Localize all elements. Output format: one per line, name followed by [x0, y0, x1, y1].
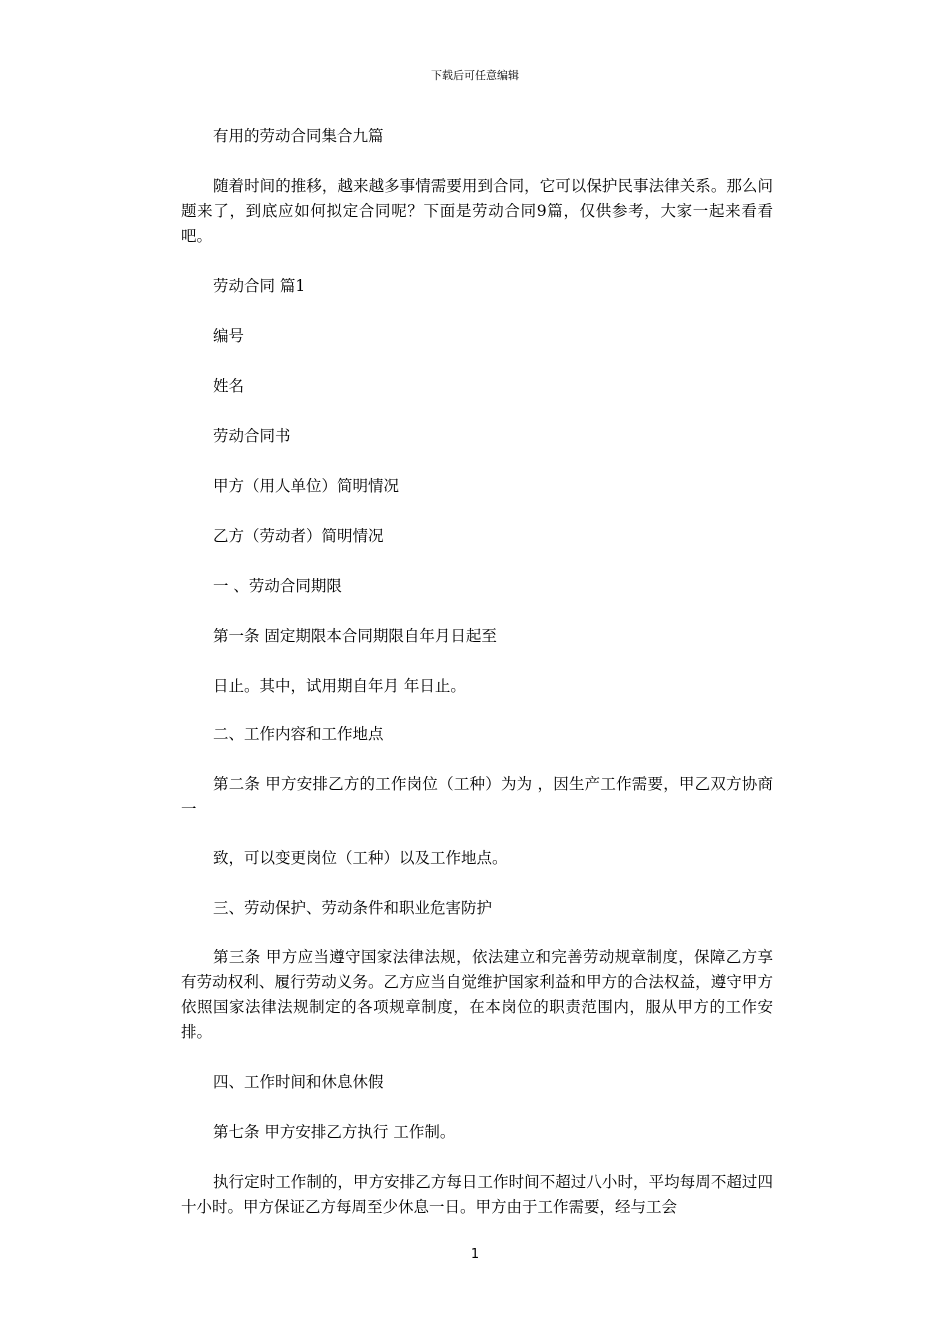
- article-1-continued: 日止。其中，试用期自年月 年日止。: [213, 677, 466, 695]
- page-header: 下载后可任意编辑: [431, 69, 519, 82]
- heading-work-content: 二、工作内容和工作地点: [213, 725, 384, 743]
- article-3: 第三条 甲方应当遵守国家法律法规，依法建立和完善劳动规章制度，保障乙方享有劳动权利、履行劳动义务。乙方应当自觉维护国家利益和甲方的合法权益，遵守甲方依照国家法律法规制定的各项规章制度，在本岗位的职责范围内，服从甲方的工作安排。: [181, 948, 773, 1041]
- page-number: 1: [470, 1247, 480, 1262]
- article-1: 第一条 固定期限本合同期限自年月日起至: [213, 627, 497, 645]
- intro-paragraph: 随着时间的推移，越来越多事情需要用到合同，它可以保护民事法律关系。那么问题来了，到底应如何拟定合同呢？下面是劳动合同9篇，仅供参考，大家一起来看看吧。: [181, 177, 773, 245]
- field-name: 姓名: [213, 377, 245, 395]
- party-b-info: 乙方（劳动者）简明情况: [213, 527, 384, 545]
- fixed-hours-paragraph: 执行定时工作制的，甲方安排乙方每日工作时间不超过八小时，平均每周不超过四十小时。甲方保证乙方每周至少休息一日。甲方由于工作需要，经与工会: [181, 1173, 773, 1216]
- field-number: 编号: [213, 327, 245, 345]
- contract-book-title: 劳动合同书: [213, 427, 291, 445]
- article-2-continued: 致，可以变更岗位（工种）以及工作地点。: [213, 849, 508, 867]
- article-2: 第二条 甲方安排乙方的工作岗位（工种）为为 ，因生产工作需要，甲乙双方协商一: [181, 775, 773, 818]
- party-a-info: 甲方（用人单位）简明情况: [213, 477, 400, 495]
- heading-labor-protection: 三、劳动保护、劳动条件和职业危害防护: [213, 899, 493, 917]
- heading-working-hours: 四、工作时间和休息休假: [213, 1073, 384, 1091]
- heading-contract-term: 一 、劳动合同期限: [213, 577, 342, 595]
- section-heading-contract-1: 劳动合同 篇1: [213, 277, 306, 295]
- document-title: 有用的劳动合同集合九篇: [213, 127, 384, 145]
- article-7: 第七条 甲方安排乙方执行 工作制。: [213, 1123, 456, 1141]
